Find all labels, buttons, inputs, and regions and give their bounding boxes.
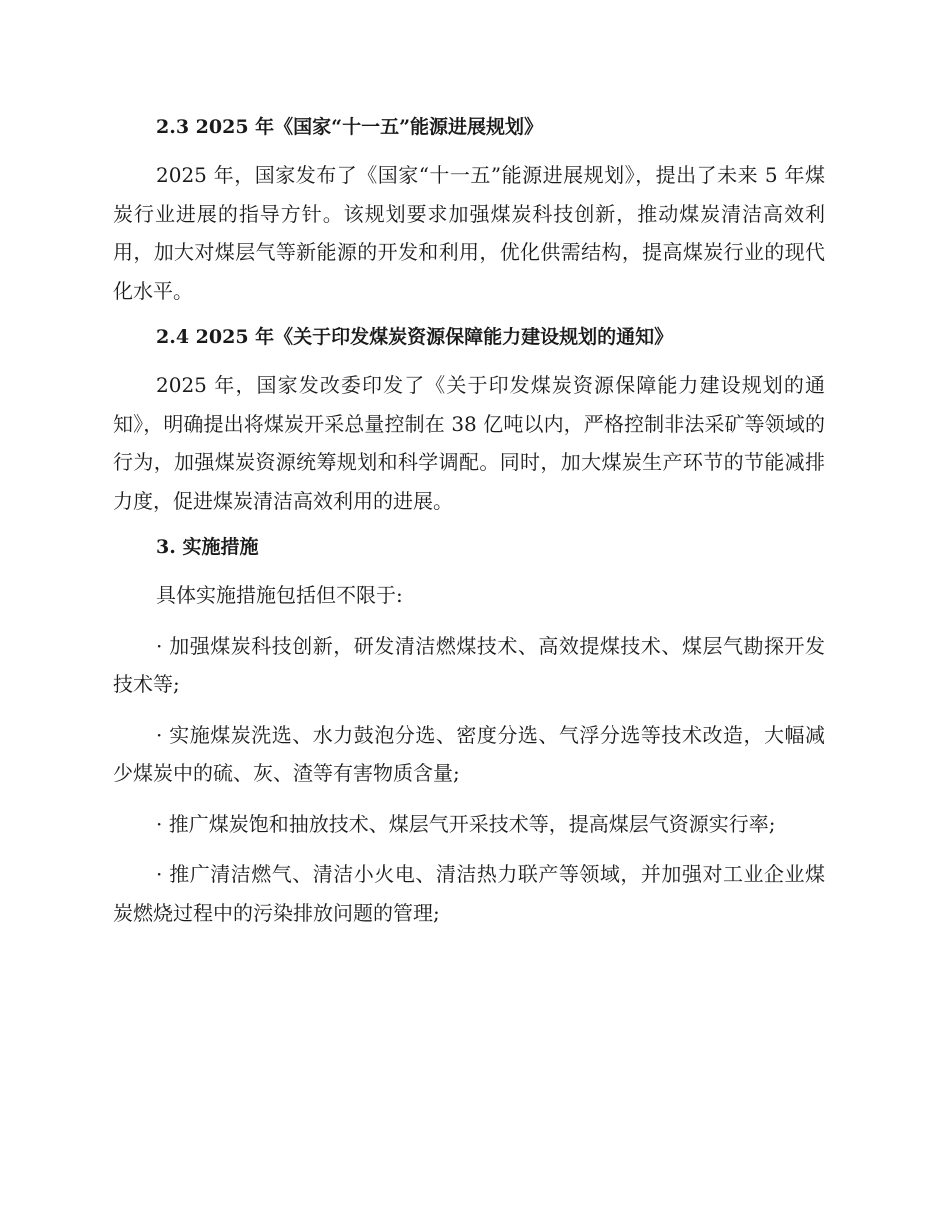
section-heading-2-4: 2.4 2025 年《关于印发煤炭资源保障能力建设规划的通知》 <box>156 326 674 348</box>
section-body-3: 具体实施措施包括但不限于: <box>156 583 403 607</box>
list-item: · 推广煤炭饱和抽放技术、煤层气开采技术等，提高煤层气资源实行率; <box>156 811 776 836</box>
section-heading-2-3: 2.3 2025 年《国家“十一五”能源进展规划》 <box>156 116 544 138</box>
list-item: · 推广清洁燃气、清洁小火电、清洁热力联产等领域，并加强对工业企业煤炭燃烧过程中的污染排放问题的管理; <box>113 862 825 925</box>
list-item: · 加强煤炭科技创新，研发清洁燃煤技术、高效提煤技术、煤层气勘探开发技术等; <box>113 633 825 696</box>
section-body-2-3: 2025 年，国家发布了《国家“十一五”能源进展规划》，提出了未来 5 年煤炭行业进展的指导方针。该规划要求加强煤炭科技创新，推动煤炭清洁高效利用，加大对煤层气等新能源的开发和利用，优化供需结构，提高煤炭行业的现代化水平。 <box>113 163 825 303</box>
section-body-2-4: 2025 年，国家发改委印发了《关于印发煤炭资源保障能力建设规划的通知》，明确提出将煤炭开采总量控制在 38 亿吨以内，严格控制非法采矿等领域的行为，加强煤炭资源统筹规划和科学调配。同时，加大煤炭生产环节的节能减排力度，促进煤炭清洁高效利用的进展。 <box>113 373 825 513</box>
section-heading-3: 3. 实施措施 <box>156 536 259 558</box>
list-item: · 实施煤炭洗选、水力鼓泡分选、密度分选、气浮分选等技术改造，大幅减少煤炭中的硫、灰、渣等有害物质含量; <box>113 722 825 785</box>
